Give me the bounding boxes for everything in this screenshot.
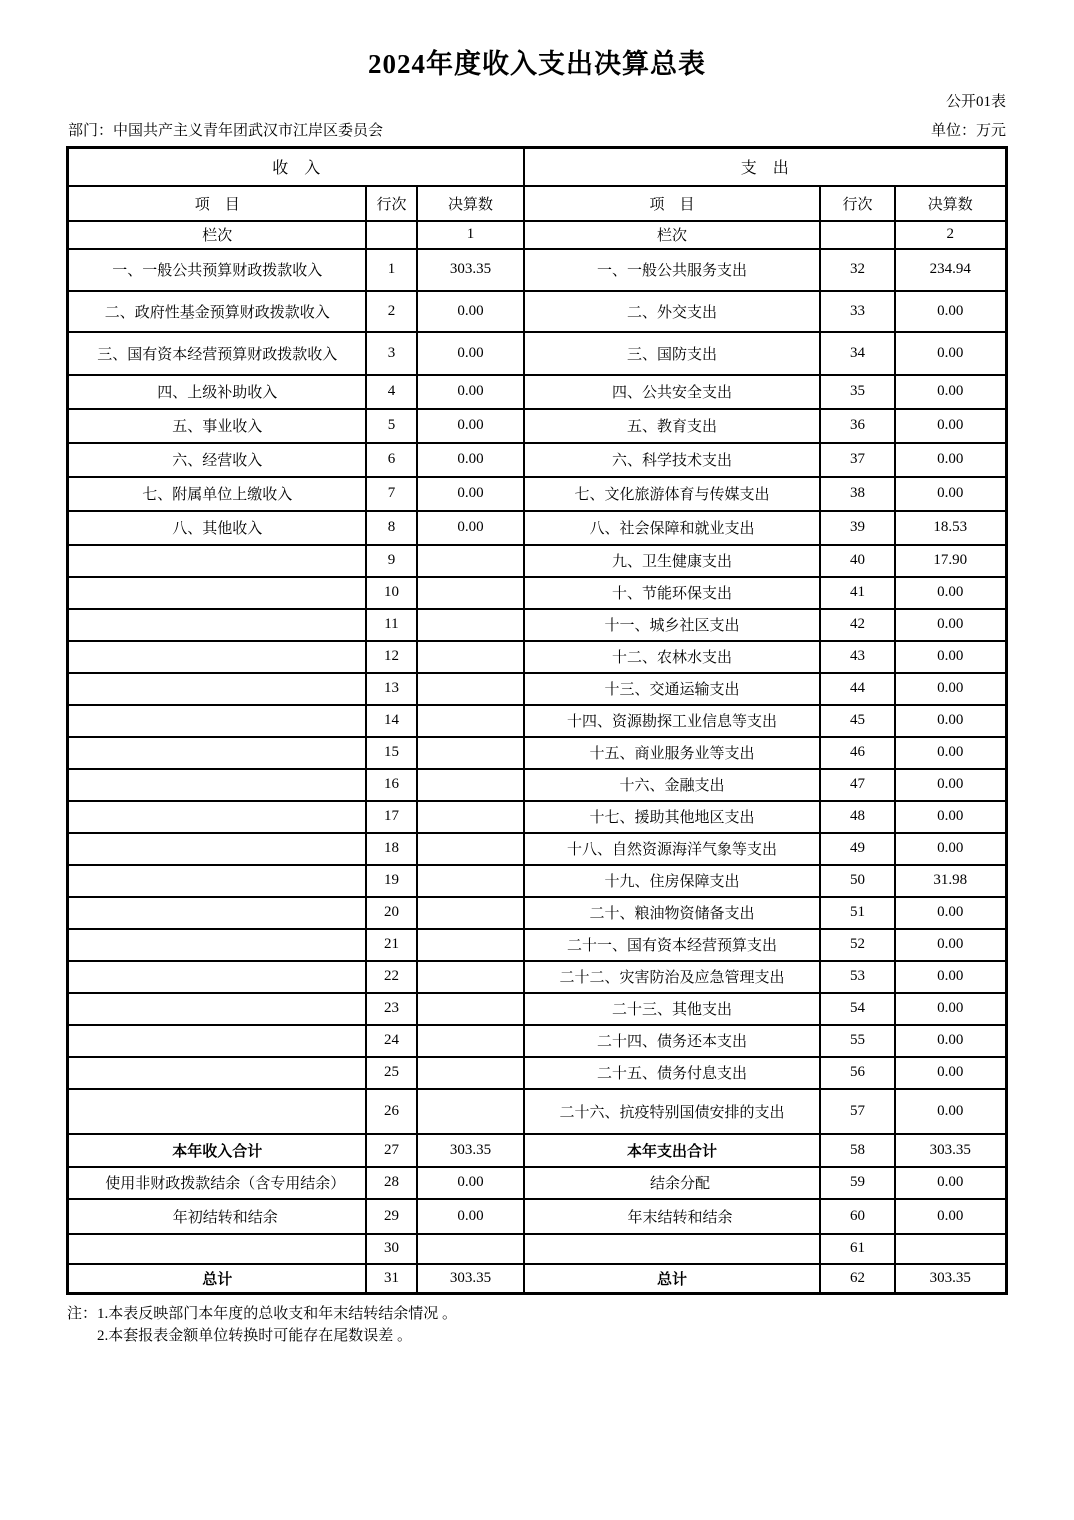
expense-item-cell: 二十四、债务还本支出 (524, 1025, 820, 1057)
income-item-cell: 六、经营收入 (68, 443, 366, 477)
income-rowno-cell: 25 (366, 1057, 417, 1089)
expense-rowno-cell: 36 (820, 409, 895, 443)
table-row (68, 993, 1006, 1025)
income-amount-cell (417, 929, 524, 961)
expense-amount-cell: 0.00 (895, 673, 1006, 705)
notes (67, 1303, 1067, 1347)
expense-rowno-cell: 50 (820, 865, 895, 897)
expense-amount-cell: 0.00 (895, 409, 1006, 443)
expense-rowno-cell: 55 (820, 1025, 895, 1057)
expense-item-cell: 十二、农林水支出 (524, 641, 820, 673)
expense-rowno-cell: 49 (820, 833, 895, 865)
income-item-cell (68, 769, 366, 801)
income-rowno-cell: 1 (366, 249, 417, 291)
expense-amount-header: 决算数 (895, 186, 1006, 221)
expense-item-cell: 结余分配 (524, 1167, 820, 1199)
expense-item-cell: 十三、交通运输支出 (524, 673, 820, 705)
income-item-cell (68, 897, 366, 929)
expense-amount-cell (895, 1234, 1006, 1264)
table-row (68, 705, 1006, 737)
income-item-cell: 四、上级补助收入 (68, 375, 366, 409)
expense-rowno-cell: 43 (820, 641, 895, 673)
expense-rowno-cell: 48 (820, 801, 895, 833)
income-amount-cell (417, 737, 524, 769)
note-line-2: 2.本套报表金额单位转换时可能存在尾数误差 。 (97, 1328, 413, 1344)
expense-rowno-cell: 42 (820, 609, 895, 641)
expense-amount-cell: 0.00 (895, 705, 1006, 737)
income-rowno-cell: 3 (366, 332, 417, 375)
table-row (68, 477, 1006, 511)
table-row (68, 1057, 1006, 1089)
expense-amount-cell: 0.00 (895, 1025, 1006, 1057)
expense-item-cell: 二十三、其他支出 (524, 993, 820, 1025)
income-rowno-cell: 10 (366, 577, 417, 609)
income-amount-cell (417, 609, 524, 641)
expense-amount-cell: 0.00 (895, 929, 1006, 961)
income-rowno-cell: 5 (366, 409, 417, 443)
expense-rowno-cell: 58 (820, 1134, 895, 1167)
expense-amount-cell: 0.00 (895, 443, 1006, 477)
expense-amount-cell: 0.00 (895, 769, 1006, 801)
expense-rowno-cell: 34 (820, 332, 895, 375)
income-item-cell (68, 929, 366, 961)
form-code: 公开01表 (945, 94, 1006, 110)
expense-rowno-cell: 41 (820, 577, 895, 609)
expense-rowno-cell: 37 (820, 443, 895, 477)
column-header-row (68, 186, 1006, 221)
table-row (68, 375, 1006, 409)
expense-amount-cell: 0.00 (895, 375, 1006, 409)
expense-amount-cell: 0.00 (895, 1167, 1006, 1199)
income-column-number: 1 (417, 221, 524, 249)
table-row (68, 1089, 1006, 1134)
expense-item-cell: 四、公共安全支出 (524, 375, 820, 409)
expense-amount-cell: 303.35 (895, 1134, 1006, 1167)
expense-amount-cell: 0.00 (895, 1089, 1006, 1134)
income-item-cell: 一、一般公共预算财政拨款收入 (68, 249, 366, 291)
note-line-1: 注：1.本表反映部门本年度的总收支和年末结转结余情况 。 (67, 1306, 458, 1322)
expense-rowno-cell: 40 (820, 545, 895, 577)
expense-item-cell: 二十六、抗疫特别国债安排的支出 (524, 1089, 820, 1134)
income-rowno-cell: 21 (366, 929, 417, 961)
table-row (68, 1134, 1006, 1167)
expense-item-cell: 七、文化旅游体育与传媒支出 (524, 477, 820, 511)
expense-amount-cell: 0.00 (895, 577, 1006, 609)
expense-section-header: 支 出 (524, 148, 1006, 186)
expense-item-cell: 十七、援助其他地区支出 (524, 801, 820, 833)
expense-item-cell: 二十一、国有资本经营预算支出 (524, 929, 820, 961)
expense-item-cell: 十六、金融支出 (524, 769, 820, 801)
expense-item-cell: 本年支出合计 (524, 1134, 820, 1167)
expense-item-cell: 三、国防支出 (524, 332, 820, 375)
expense-item-cell: 二十、粮油物资储备支出 (524, 897, 820, 929)
table-row (68, 961, 1006, 993)
expense-item-cell: 十四、资源勘探工业信息等支出 (524, 705, 820, 737)
table-row (68, 443, 1006, 477)
table-row (68, 511, 1006, 545)
income-amount-cell: 0.00 (417, 1167, 524, 1199)
table-row (68, 929, 1006, 961)
table-row (68, 577, 1006, 609)
income-amount-cell: 0.00 (417, 332, 524, 375)
income-item-header: 项 目 (68, 186, 366, 221)
income-amount-cell: 0.00 (417, 291, 524, 332)
income-amount-cell: 303.35 (417, 1134, 524, 1167)
table-row (68, 1199, 1006, 1234)
income-amount-cell: 0.00 (417, 443, 524, 477)
expense-item-cell: 一、一般公共服务支出 (524, 249, 820, 291)
income-rowno-cell: 26 (366, 1089, 417, 1134)
income-rowno-cell: 29 (366, 1199, 417, 1234)
expense-item-cell: 十一、城乡社区支出 (524, 609, 820, 641)
expense-amount-cell: 31.98 (895, 865, 1006, 897)
table-row (68, 545, 1006, 577)
income-amount-header: 决算数 (417, 186, 524, 221)
income-amount-cell (417, 1234, 524, 1264)
expense-item-cell: 八、社会保障和就业支出 (524, 511, 820, 545)
income-rowno-cell: 8 (366, 511, 417, 545)
expense-item-cell: 二十二、灾害防治及应急管理支出 (524, 961, 820, 993)
table-row (68, 249, 1006, 291)
income-rowno-cell: 31 (366, 1264, 417, 1294)
expense-amount-cell: 0.00 (895, 477, 1006, 511)
expense-item-cell: 五、教育支出 (524, 409, 820, 443)
expense-rowno-cell: 39 (820, 511, 895, 545)
income-amount-cell: 303.35 (417, 1264, 524, 1294)
income-rowno-cell: 20 (366, 897, 417, 929)
income-amount-cell (417, 833, 524, 865)
income-rowno-header: 行次 (366, 186, 417, 221)
expense-amount-cell: 0.00 (895, 291, 1006, 332)
table-row (68, 609, 1006, 641)
table-row (68, 1264, 1006, 1294)
expense-item-cell: 总计 (524, 1264, 820, 1294)
income-item-cell: 本年收入合计 (68, 1134, 366, 1167)
expense-rowno-cell: 44 (820, 673, 895, 705)
income-rowno-cell: 30 (366, 1234, 417, 1264)
expense-rowno-cell: 32 (820, 249, 895, 291)
income-rowno-cell: 27 (366, 1134, 417, 1167)
expense-item-cell: 十、节能环保支出 (524, 577, 820, 609)
income-rowno-cell: 2 (366, 291, 417, 332)
table-row (68, 737, 1006, 769)
income-amount-cell (417, 865, 524, 897)
expense-item-cell: 九、卫生健康支出 (524, 545, 820, 577)
income-rowno-cell: 23 (366, 993, 417, 1025)
table-row (68, 673, 1006, 705)
expense-item-cell: 六、科学技术支出 (524, 443, 820, 477)
income-amount-cell (417, 1057, 524, 1089)
expense-item-cell (524, 1234, 820, 1264)
expense-amount-cell: 0.00 (895, 897, 1006, 929)
income-item-cell (68, 609, 366, 641)
income-amount-cell (417, 673, 524, 705)
income-item-cell (68, 865, 366, 897)
expense-amount-cell: 17.90 (895, 545, 1006, 577)
income-column-label: 栏次 (68, 221, 366, 249)
income-item-cell (68, 641, 366, 673)
expense-rowno-header: 行次 (820, 186, 895, 221)
income-rowno-cell: 11 (366, 609, 417, 641)
table-row (68, 1234, 1006, 1264)
income-amount-cell (417, 961, 524, 993)
expense-amount-cell: 0.00 (895, 1057, 1006, 1089)
income-rowno-cell: 9 (366, 545, 417, 577)
section-header-row (68, 148, 1006, 186)
income-item-cell (68, 705, 366, 737)
table-row (68, 409, 1006, 443)
expense-item-cell: 二、外交支出 (524, 291, 820, 332)
income-amount-cell (417, 705, 524, 737)
table-row (68, 897, 1006, 929)
income-rowno-cell: 22 (366, 961, 417, 993)
income-item-cell (68, 1057, 366, 1089)
department-label: 部门：中国共产主义青年团武汉市江岸区委员会 (68, 123, 384, 139)
expense-amount-cell: 18.53 (895, 511, 1006, 545)
expense-rowno-cell: 45 (820, 705, 895, 737)
income-rowno-cell: 28 (366, 1167, 417, 1199)
expense-rowno-cell: 56 (820, 1057, 895, 1089)
income-item-cell (68, 545, 366, 577)
income-rowno-cell: 4 (366, 375, 417, 409)
income-amount-cell: 0.00 (417, 409, 524, 443)
income-rowno-cell: 14 (366, 705, 417, 737)
income-item-cell: 八、其他收入 (68, 511, 366, 545)
income-rowno-blank (366, 221, 417, 249)
income-amount-cell (417, 993, 524, 1025)
expense-rowno-cell: 60 (820, 1199, 895, 1234)
expense-amount-cell: 0.00 (895, 833, 1006, 865)
expense-item-header: 项 目 (524, 186, 820, 221)
expense-amount-cell: 0.00 (895, 332, 1006, 375)
income-item-cell (68, 577, 366, 609)
expense-amount-cell: 0.00 (895, 737, 1006, 769)
income-item-cell (68, 1089, 366, 1134)
expense-column-number: 2 (895, 221, 1006, 249)
expense-item-cell: 十八、自然资源海洋气象等支出 (524, 833, 820, 865)
expense-amount-cell: 234.94 (895, 249, 1006, 291)
income-rowno-cell: 19 (366, 865, 417, 897)
expense-rowno-cell: 33 (820, 291, 895, 332)
income-item-cell: 七、附属单位上缴收入 (68, 477, 366, 511)
income-amount-cell: 0.00 (417, 1199, 524, 1234)
expense-item-cell: 十九、住房保障支出 (524, 865, 820, 897)
table-row (68, 332, 1006, 375)
expense-amount-cell: 0.00 (895, 641, 1006, 673)
income-amount-cell (417, 897, 524, 929)
expense-rowno-cell: 59 (820, 1167, 895, 1199)
meta-row (68, 122, 1006, 140)
table-row (68, 1167, 1006, 1199)
income-rowno-cell: 24 (366, 1025, 417, 1057)
table-row (68, 865, 1006, 897)
income-item-cell: 二、政府性基金预算财政拨款收入 (68, 291, 366, 332)
income-item-cell (68, 993, 366, 1025)
expense-amount-cell: 0.00 (895, 1199, 1006, 1234)
expense-column-label: 栏次 (524, 221, 820, 249)
income-rowno-cell: 6 (366, 443, 417, 477)
income-item-cell: 三、国有资本经营预算财政拨款收入 (68, 332, 366, 375)
income-rowno-cell: 18 (366, 833, 417, 865)
income-item-cell: 总计 (68, 1264, 366, 1294)
table-row (68, 291, 1006, 332)
page-title: 2024年度收入支出决算总表 (368, 49, 706, 79)
expense-rowno-cell: 52 (820, 929, 895, 961)
expense-item-cell: 年末结转和结余 (524, 1199, 820, 1234)
income-item-cell (68, 673, 366, 705)
expense-rowno-cell: 61 (820, 1234, 895, 1264)
income-rowno-cell: 7 (366, 477, 417, 511)
expense-rowno-cell: 62 (820, 1264, 895, 1294)
income-item-cell (68, 737, 366, 769)
final-accounts-table (66, 146, 1007, 1295)
income-rowno-cell: 16 (366, 769, 417, 801)
income-amount-cell: 303.35 (417, 249, 524, 291)
unit-label: 单位：万元 (930, 123, 1006, 139)
income-item-cell (68, 961, 366, 993)
table-body (68, 249, 1006, 1294)
income-section-header: 收 入 (68, 148, 524, 186)
income-item-cell: 使用非财政拨款结余（含专用结余） (68, 1167, 366, 1199)
income-rowno-cell: 15 (366, 737, 417, 769)
expense-rowno-cell: 57 (820, 1089, 895, 1134)
income-item-cell (68, 801, 366, 833)
income-amount-cell: 0.00 (417, 511, 524, 545)
expense-rowno-cell: 46 (820, 737, 895, 769)
expense-amount-cell: 0.00 (895, 609, 1006, 641)
table-row (68, 769, 1006, 801)
income-rowno-cell: 12 (366, 641, 417, 673)
income-rowno-cell: 13 (366, 673, 417, 705)
income-amount-cell (417, 577, 524, 609)
income-rowno-cell: 17 (366, 801, 417, 833)
income-item-cell (68, 1025, 366, 1057)
table-row (68, 1025, 1006, 1057)
table-row (68, 801, 1006, 833)
expense-item-cell: 十五、商业服务业等支出 (524, 737, 820, 769)
expense-amount-cell: 303.35 (895, 1264, 1006, 1294)
expense-rowno-blank (820, 221, 895, 249)
expense-amount-cell: 0.00 (895, 801, 1006, 833)
expense-rowno-cell: 54 (820, 993, 895, 1025)
table-row (68, 833, 1006, 865)
income-amount-cell (417, 1089, 524, 1134)
income-item-cell (68, 1234, 366, 1264)
expense-rowno-cell: 38 (820, 477, 895, 511)
expense-rowno-cell: 47 (820, 769, 895, 801)
income-amount-cell (417, 769, 524, 801)
table-row (68, 641, 1006, 673)
income-amount-cell (417, 801, 524, 833)
expense-amount-cell: 0.00 (895, 993, 1006, 1025)
expense-rowno-cell: 51 (820, 897, 895, 929)
income-item-cell: 年初结转和结余 (68, 1199, 366, 1234)
column-number-row (68, 221, 1006, 249)
income-amount-cell (417, 1025, 524, 1057)
expense-rowno-cell: 35 (820, 375, 895, 409)
income-item-cell (68, 833, 366, 865)
income-amount-cell (417, 545, 524, 577)
income-item-cell: 五、事业收入 (68, 409, 366, 443)
income-amount-cell: 0.00 (417, 477, 524, 511)
expense-item-cell: 二十五、债务付息支出 (524, 1057, 820, 1089)
income-amount-cell (417, 641, 524, 673)
income-amount-cell: 0.00 (417, 375, 524, 409)
expense-amount-cell: 0.00 (895, 961, 1006, 993)
expense-rowno-cell: 53 (820, 961, 895, 993)
